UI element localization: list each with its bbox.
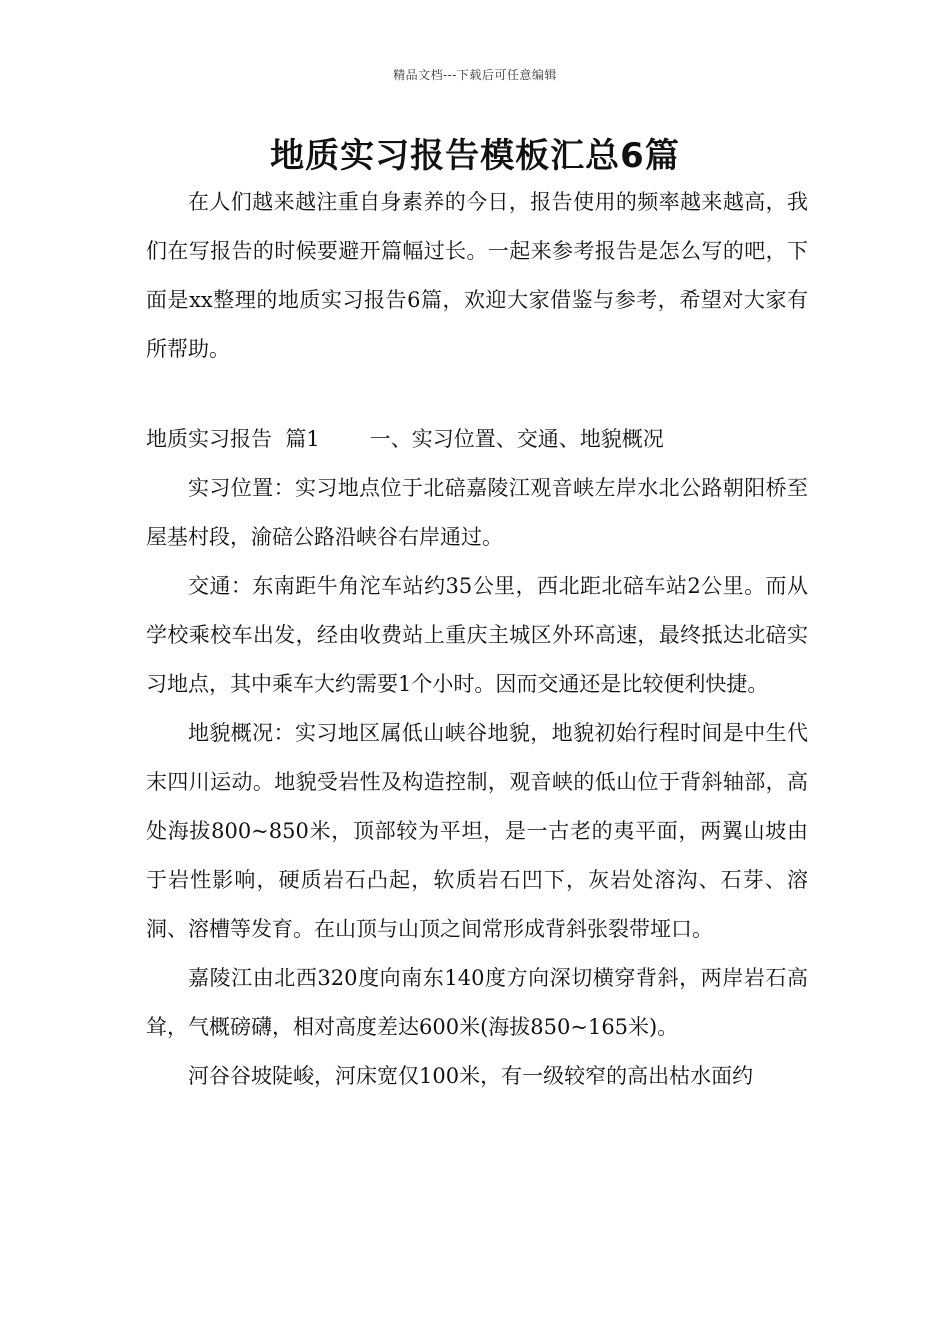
paragraph-location: 实习位置：实习地点位于北碚嘉陵江观音峡左岸水北公路朝阳桥至屋基村段，渝碚公路沿峡谷右岸通过。: [146, 476, 808, 549]
header-note: 精品文档---下载后可任意编辑: [393, 68, 557, 82]
document-title: 地质实习报告模板汇总6篇: [270, 136, 680, 176]
paragraph-river: 嘉陵江由北西320度向南东140度方向深切横穿背斜，两岸岩石高耸，气概磅礴，相对高度差达600米(海拔850~165米)。: [146, 966, 808, 1039]
paragraph-landform: 地貌概况：实习地区属低山峡谷地貌，地貌初始行程时间是中生代末四川运动。地貌受岩性及构造控制，观音峡的低山位于背斜轴部，高处海拔800~850米，顶部较为平坦，是一古老的夷平面，两翼山坡由于岩性影响，硬质岩石凸起，软质岩石凹下，灰岩处溶沟、石芽、溶洞、溶槽等发育。在山顶与山顶之间常形成背斜张裂带垭口。: [146, 721, 808, 941]
section-heading: 一、实习位置、交通、地貌概况: [369, 427, 664, 451]
section-heading-line: [146, 415, 808, 464]
paragraph-valley: 河谷谷坡陡峻，河床宽仅100米，有一级较窄的高出枯水面约: [188, 1064, 754, 1088]
section-label: 地质实习报告 篇1: [146, 427, 320, 451]
document-body: [146, 178, 808, 1101]
intro-paragraph: 在人们越来越注重自身素养的今日，报告使用的频率越来越高，我们在写报告的时候要避开篇幅过长。一起来参考报告是怎么写的吧，下面是xx整理的地质实习报告6篇，欢迎大家借鉴与参考，希望对大家有所帮助。: [146, 190, 808, 361]
paragraph-transport: 交通：东南距牛角沱车站约35公里，西北距北碚车站2公里。而从学校乘校车出发，经由收费站上重庆主城区外环高速，最终抵达北碚实习地点，其中乘车大约需要1个小时。因而交通还是比较便利快捷。: [146, 574, 808, 696]
